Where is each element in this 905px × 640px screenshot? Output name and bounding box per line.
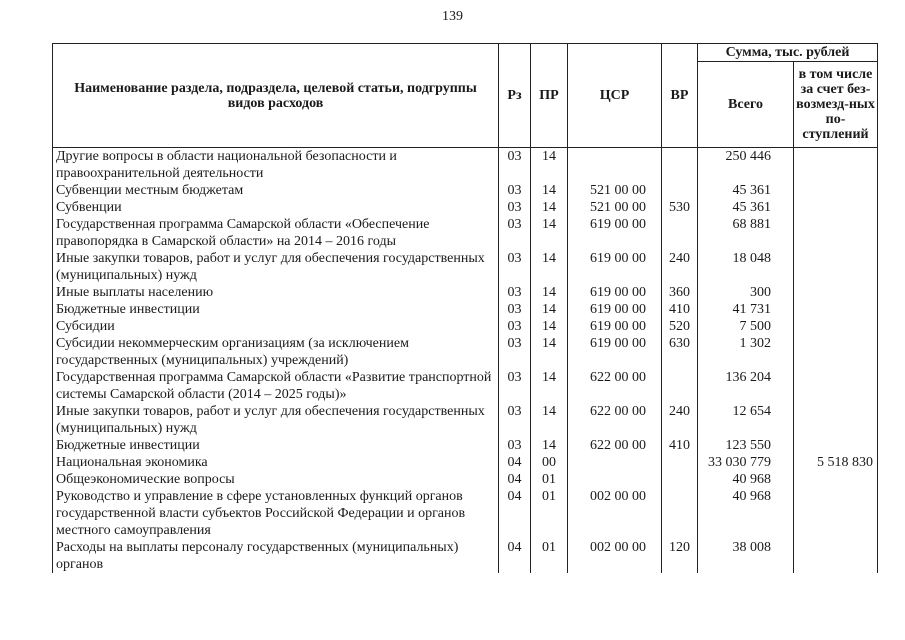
row-name: Субвенции местным бюджетам <box>53 182 499 199</box>
row-total: 250 446 <box>698 148 794 183</box>
row-vr: 240 <box>662 403 698 437</box>
row-total: 45 361 <box>698 199 794 216</box>
row-csr: 622 00 00 <box>568 403 662 437</box>
row-name: Расходы на выплаты персоналу государственных (муниципальных) органов <box>53 539 499 573</box>
row-name: Общеэкономические вопросы <box>53 471 499 488</box>
row-free <box>794 284 878 301</box>
row-vr: 520 <box>662 318 698 335</box>
table-row <box>53 403 878 437</box>
row-vr <box>662 369 698 403</box>
row-csr: 619 00 00 <box>568 284 662 301</box>
row-free <box>794 250 878 284</box>
row-vr: 120 <box>662 539 698 573</box>
table-header <box>53 44 878 148</box>
header-rz: Рз <box>499 44 531 148</box>
table-row <box>53 182 878 199</box>
row-vr: 360 <box>662 284 698 301</box>
row-rz: 03 <box>499 182 531 199</box>
row-free <box>794 335 878 369</box>
row-name: Государственная программа Самарской области «Обеспечение правопорядка в Самарской области» на 2014 – 2016 годы <box>53 216 499 250</box>
row-name: Иные выплаты населению <box>53 284 499 301</box>
row-rz: 03 <box>499 403 531 437</box>
row-rz: 03 <box>499 437 531 454</box>
row-total: 123 550 <box>698 437 794 454</box>
row-pr: 01 <box>531 471 568 488</box>
row-pr: 14 <box>531 403 568 437</box>
table-body <box>53 148 878 574</box>
row-pr: 01 <box>531 488 568 539</box>
row-pr: 01 <box>531 539 568 573</box>
row-vr <box>662 216 698 250</box>
row-total: 300 <box>698 284 794 301</box>
row-total: 41 731 <box>698 301 794 318</box>
header-total: Всего <box>698 62 794 148</box>
row-rz: 04 <box>499 488 531 539</box>
row-free <box>794 369 878 403</box>
row-name: Национальная экономика <box>53 454 499 471</box>
table-row <box>53 437 878 454</box>
row-rz: 03 <box>499 148 531 183</box>
row-csr: 619 00 00 <box>568 301 662 318</box>
row-name: Руководство и управление в сфере установленных функций органов государственной власти субъектов Российской Федерации и органов местного самоуправления <box>53 488 499 539</box>
row-name: Субсидии некоммерческим организациям (за исключением государственных (муниципальных) учреждений) <box>53 335 499 369</box>
header-csr: ЦСР <box>568 44 662 148</box>
row-total: 1 302 <box>698 335 794 369</box>
row-pr: 14 <box>531 318 568 335</box>
row-vr: 410 <box>662 437 698 454</box>
row-csr: 622 00 00 <box>568 369 662 403</box>
row-total: 40 968 <box>698 471 794 488</box>
row-vr <box>662 148 698 183</box>
row-total: 7 500 <box>698 318 794 335</box>
row-pr: 14 <box>531 301 568 318</box>
table-row <box>53 318 878 335</box>
row-pr: 14 <box>531 335 568 369</box>
row-pr: 14 <box>531 250 568 284</box>
row-name: Другие вопросы в области национальной безопасности и правоохранительной деятельности <box>53 148 499 183</box>
row-pr: 14 <box>531 199 568 216</box>
row-name: Государственная программа Самарской области «Развитие транспортной системы Самарской области (2014 – 2025 годы)» <box>53 369 499 403</box>
header-free: в том числе за счет без-возмезд-ных по-ступлений <box>794 62 878 148</box>
row-rz: 03 <box>499 318 531 335</box>
row-total: 136 204 <box>698 369 794 403</box>
row-rz: 04 <box>499 454 531 471</box>
row-free: 5 518 830 <box>794 454 878 471</box>
row-pr: 14 <box>531 284 568 301</box>
table-row <box>53 471 878 488</box>
table-row <box>53 488 878 539</box>
table-row <box>53 335 878 369</box>
table-row <box>53 369 878 403</box>
row-vr: 530 <box>662 199 698 216</box>
row-pr: 14 <box>531 182 568 199</box>
table-row <box>53 216 878 250</box>
header-sum: Сумма, тыс. рублей <box>698 44 878 62</box>
row-csr <box>568 454 662 471</box>
row-vr <box>662 471 698 488</box>
row-total: 45 361 <box>698 182 794 199</box>
row-csr: 619 00 00 <box>568 335 662 369</box>
row-free <box>794 216 878 250</box>
row-free <box>794 539 878 573</box>
row-csr: 619 00 00 <box>568 250 662 284</box>
row-vr: 410 <box>662 301 698 318</box>
row-free <box>794 437 878 454</box>
row-csr <box>568 148 662 183</box>
row-csr: 002 00 00 <box>568 539 662 573</box>
header-name: Наименование раздела, подраздела, целевой статьи, подгруппы видов расходов <box>53 44 499 148</box>
row-free <box>794 403 878 437</box>
row-rz: 03 <box>499 301 531 318</box>
row-rz: 03 <box>499 199 531 216</box>
row-vr <box>662 182 698 199</box>
row-rz: 03 <box>499 335 531 369</box>
table-row <box>53 284 878 301</box>
row-total: 38 008 <box>698 539 794 573</box>
row-rz: 04 <box>499 539 531 573</box>
row-free <box>794 148 878 183</box>
row-csr: 619 00 00 <box>568 318 662 335</box>
row-total: 33 030 779 <box>698 454 794 471</box>
row-pr: 00 <box>531 454 568 471</box>
row-pr: 14 <box>531 148 568 183</box>
row-vr: 630 <box>662 335 698 369</box>
row-total: 18 048 <box>698 250 794 284</box>
row-csr: 002 00 00 <box>568 488 662 539</box>
row-total: 12 654 <box>698 403 794 437</box>
row-name: Бюджетные инвестиции <box>53 301 499 318</box>
row-name: Субсидии <box>53 318 499 335</box>
header-vr: ВР <box>662 44 698 148</box>
row-free <box>794 318 878 335</box>
table-row <box>53 454 878 471</box>
table-row <box>53 301 878 318</box>
row-free <box>794 471 878 488</box>
row-name: Бюджетные инвестиции <box>53 437 499 454</box>
row-name: Иные закупки товаров, работ и услуг для обеспечения государственных (муниципальных) нужд <box>53 250 499 284</box>
header-pr: ПР <box>531 44 568 148</box>
row-pr: 14 <box>531 216 568 250</box>
row-name: Субвенции <box>53 199 499 216</box>
row-csr: 622 00 00 <box>568 437 662 454</box>
row-free <box>794 301 878 318</box>
table-row <box>53 250 878 284</box>
row-rz: 03 <box>499 369 531 403</box>
row-rz: 03 <box>499 284 531 301</box>
row-rz: 03 <box>499 250 531 284</box>
row-free <box>794 182 878 199</box>
row-pr: 14 <box>531 369 568 403</box>
row-total: 40 968 <box>698 488 794 539</box>
table-row <box>53 539 878 573</box>
row-rz: 03 <box>499 216 531 250</box>
row-vr: 240 <box>662 250 698 284</box>
row-total: 68 881 <box>698 216 794 250</box>
budget-table <box>52 43 878 573</box>
row-vr <box>662 454 698 471</box>
row-csr: 521 00 00 <box>568 199 662 216</box>
page-number: 139 <box>442 9 463 24</box>
row-csr: 619 00 00 <box>568 216 662 250</box>
table-row <box>53 148 878 183</box>
row-name: Иные закупки товаров, работ и услуг для обеспечения государственных (муниципальных) нужд <box>53 403 499 437</box>
table-row <box>53 199 878 216</box>
row-csr <box>568 471 662 488</box>
row-free <box>794 199 878 216</box>
row-free <box>794 488 878 539</box>
row-vr <box>662 488 698 539</box>
row-csr: 521 00 00 <box>568 182 662 199</box>
row-rz: 04 <box>499 471 531 488</box>
row-pr: 14 <box>531 437 568 454</box>
